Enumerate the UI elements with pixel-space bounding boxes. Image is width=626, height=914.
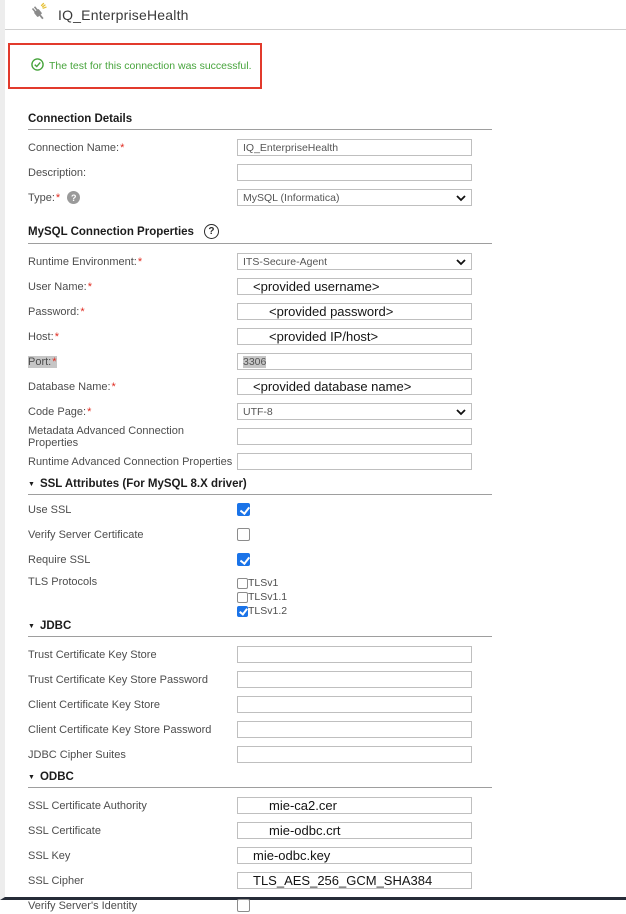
runtime-advanced-input[interactable]	[237, 453, 472, 470]
field-row-client-cert-key-store	[28, 696, 626, 713]
section-title-mysql-properties: MySQL Connection Properties ?	[28, 224, 626, 239]
use-ssl-checkbox[interactable]	[237, 503, 250, 516]
database-name-label: Database Name: *	[28, 380, 116, 393]
ssl-certificate-authority-label: SSL Certificate Authority	[28, 799, 147, 812]
verify-servers-identity-checkbox[interactable]	[237, 899, 250, 912]
code-page-select[interactable]: UTF-8	[237, 403, 472, 420]
type-help-icon[interactable]: ?	[67, 191, 80, 204]
field-row-host	[28, 328, 626, 345]
ssl-certificate-authority-input[interactable]: mie-ca2.cer	[237, 797, 472, 814]
field-row-ssl-cipher	[28, 872, 626, 889]
ssl-key-label: SSL Key	[28, 849, 71, 862]
field-row-verify-servers-identity	[28, 897, 626, 914]
ssl-cipher-input[interactable]: TLS_AES_256_GCM_SHA384	[237, 872, 472, 889]
page-header	[5, 0, 626, 30]
section-title-ssl-attributes[interactable]: ▼ SSL Attributes (For MySQL 8.X driver)	[28, 478, 247, 490]
field-row-metadata-advanced	[28, 424, 626, 449]
password-label: Password: *	[28, 305, 85, 318]
use-ssl-label: Use SSL	[28, 503, 72, 516]
host-input[interactable]: <provided IP/host>	[237, 328, 472, 345]
tls-option-tlsv1-1	[237, 590, 287, 604]
field-row-require-ssl	[28, 551, 626, 568]
field-row-code-page	[28, 403, 626, 420]
connection-name-input[interactable]: IQ_EnterpriseHealth	[237, 139, 472, 156]
type-select[interactable]: MySQL (Informatica)	[237, 189, 472, 206]
trust-cert-key-store-password-input[interactable]	[237, 671, 472, 688]
field-row-trust-cert-key-store-password	[28, 671, 626, 688]
description-label: Description:	[28, 166, 87, 179]
ssl-cipher-label: SSL Cipher	[28, 874, 84, 887]
database-name-input[interactable]: <provided database name>	[237, 378, 472, 395]
field-row-ssl-key	[28, 847, 626, 864]
section-title-jdbc[interactable]: ▼ JDBC	[28, 620, 72, 632]
runtime-advanced-label: Runtime Advanced Connection Properties	[28, 455, 233, 468]
success-message: The test for this connection was successful.	[49, 60, 252, 72]
field-row-ssl-certificate	[28, 822, 626, 839]
connection-form	[5, 113, 626, 914]
tlsv1-2-checkbox[interactable]	[237, 606, 248, 617]
jdbc-cipher-suites-input[interactable]	[237, 746, 472, 763]
trust-cert-key-store-input[interactable]	[237, 646, 472, 663]
host-label: Host: *	[28, 330, 59, 343]
field-row-use-ssl	[28, 501, 626, 518]
metadata-advanced-label: Metadata Advanced Connection Properties	[28, 424, 184, 449]
field-row-type	[28, 189, 626, 206]
require-ssl-label: Require SSL	[28, 553, 91, 566]
collapse-triangle-icon: ▼	[28, 480, 35, 488]
ssl-certificate-input[interactable]: mie-odbc.crt	[237, 822, 472, 839]
section-title-connection-details: Connection Details	[28, 113, 133, 125]
runtime-environment-label: Runtime Environment: *	[28, 255, 143, 268]
client-cert-key-store-label: Client Certificate Key Store	[28, 698, 161, 711]
tls-option-tlsv1-2	[237, 604, 287, 618]
check-circle-icon	[31, 58, 44, 74]
connection-name-label: Connection Name: *	[28, 141, 125, 154]
password-input[interactable]: <provided password>	[237, 303, 472, 320]
type-label: Type: * ?	[28, 191, 237, 204]
ssl-key-input[interactable]: mie-odbc.key	[237, 847, 472, 864]
field-row-connection-name	[28, 139, 626, 156]
user-name-input[interactable]: <provided username>	[237, 278, 472, 295]
tlsv1-1-label: TLSv1.1	[248, 591, 288, 603]
section-title-odbc[interactable]: ▼ ODBC	[28, 771, 74, 783]
tlsv1-1-checkbox[interactable]	[237, 592, 248, 603]
tlsv1-label: TLSv1	[248, 577, 279, 589]
tlsv1-checkbox[interactable]	[237, 578, 248, 589]
field-row-description	[28, 164, 626, 181]
red-annotation-box	[8, 43, 262, 89]
section-divider	[28, 636, 492, 637]
trust-cert-key-store-label: Trust Certificate Key Store	[28, 648, 157, 661]
tls-option-tlsv1	[237, 576, 287, 590]
chevron-down-icon	[456, 409, 466, 415]
ssl-certificate-label: SSL Certificate	[28, 824, 101, 837]
collapse-triangle-icon: ▼	[28, 622, 35, 630]
verify-servers-identity-label: Verify Server's Identity	[28, 899, 138, 912]
description-input[interactable]	[237, 164, 472, 181]
section-divider	[28, 787, 492, 788]
section-divider	[28, 243, 492, 244]
field-row-user-name	[28, 278, 626, 295]
user-name-label: User Name: *	[28, 280, 92, 293]
mysql-properties-help-icon[interactable]: ?	[204, 224, 219, 239]
field-row-ssl-certificate-authority	[28, 797, 626, 814]
verify-server-certificate-checkbox[interactable]	[237, 528, 250, 541]
port-input[interactable]: 3306	[237, 353, 472, 370]
field-row-jdbc-cipher-suites	[28, 746, 626, 763]
runtime-environment-select[interactable]: ITS-Secure-Agent	[237, 253, 472, 270]
client-cert-key-store-password-input[interactable]	[237, 721, 472, 738]
field-row-port	[28, 353, 626, 370]
field-row-password	[28, 303, 626, 320]
jdbc-cipher-suites-label: JDBC Cipher Suites	[28, 748, 126, 761]
field-row-verify-server-certificate	[28, 526, 626, 543]
field-row-trust-cert-key-store	[28, 646, 626, 663]
field-row-client-cert-key-store-password	[28, 721, 626, 738]
connection-plug-icon	[28, 2, 48, 27]
chevron-down-icon	[456, 259, 466, 265]
code-page-label: Code Page: *	[28, 405, 92, 418]
trust-cert-key-store-password-label: Trust Certificate Key Store Password	[28, 673, 208, 686]
client-cert-key-store-password-label: Client Certificate Key Store Password	[28, 723, 212, 736]
verify-server-certificate-label: Verify Server Certificate	[28, 528, 144, 541]
require-ssl-checkbox[interactable]	[237, 553, 250, 566]
section-divider	[28, 129, 492, 130]
chevron-down-icon	[456, 195, 466, 201]
tlsv1-2-label: TLSv1.2	[248, 605, 288, 617]
collapse-triangle-icon: ▼	[28, 773, 35, 781]
success-banner	[31, 58, 252, 74]
tls-protocols-label: TLS Protocols	[28, 576, 98, 588]
page-title: IQ_EnterpriseHealth	[58, 6, 189, 23]
port-label: Port:*	[28, 355, 57, 368]
field-row-runtime-advanced	[28, 453, 626, 470]
field-row-tls-protocols	[28, 576, 626, 618]
client-cert-key-store-input[interactable]	[237, 696, 472, 713]
metadata-advanced-input[interactable]	[237, 428, 472, 445]
field-row-runtime-environment	[28, 253, 626, 270]
section-divider	[28, 494, 492, 495]
field-row-database-name	[28, 378, 626, 395]
